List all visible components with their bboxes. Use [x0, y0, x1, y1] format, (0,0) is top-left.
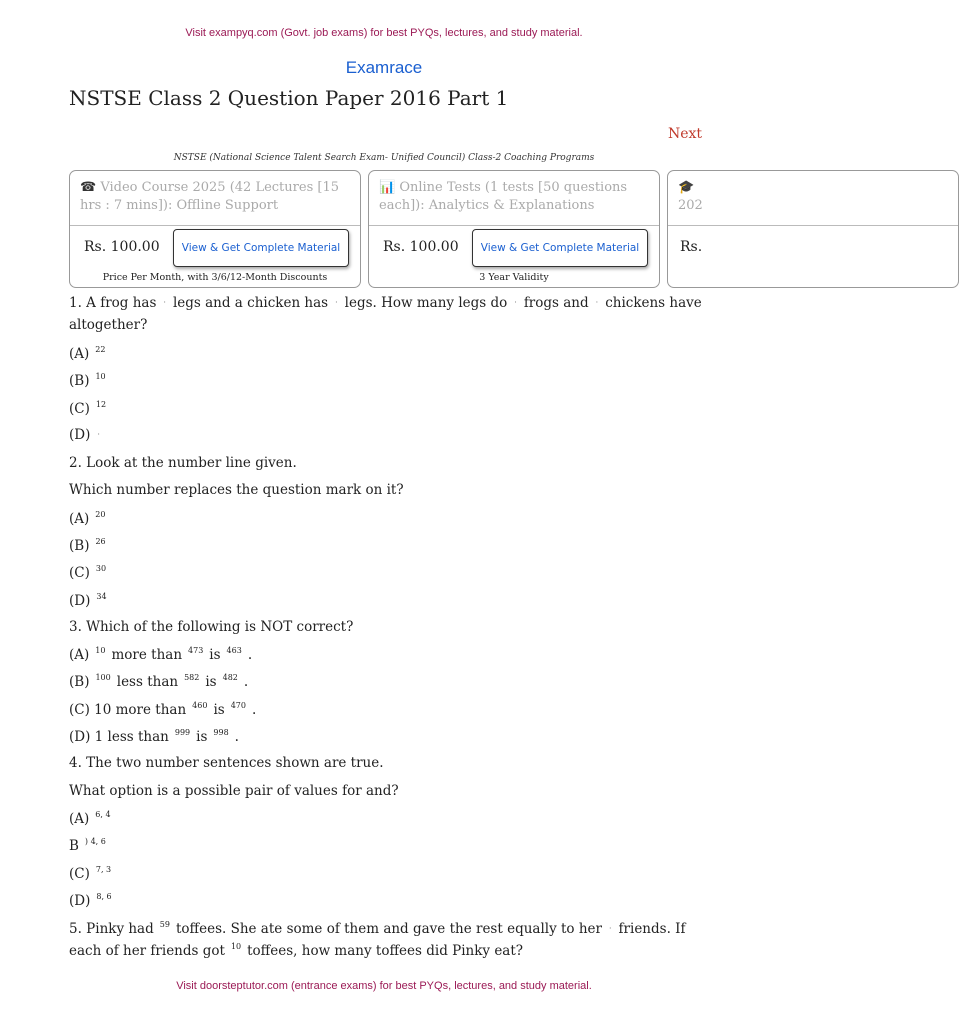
brand-link[interactable]: Examrace: [345, 58, 423, 77]
q1-option-a: [69, 345, 111, 362]
q4-option-a: [69, 810, 117, 827]
blank-marker: ·: [595, 298, 599, 307]
q5-text: 5. Pinky had: [69, 921, 154, 937]
question-4-line-2: What option is a possible pair of values for and?: [69, 783, 399, 799]
option-text: more than: [111, 647, 183, 663]
question-5-line-2: [69, 942, 523, 959]
coaching-cards: [69, 170, 703, 290]
q1-option-c: [69, 400, 112, 417]
q5-text: friends. If: [618, 921, 686, 937]
card-divider: [668, 225, 958, 226]
option-label: (C): [69, 401, 90, 417]
option-number: 998: [213, 728, 229, 737]
option-number: 482: [222, 673, 238, 682]
option-text: less than: [116, 674, 179, 690]
question-4-line-1: 4. The two number sentences shown are true.: [69, 755, 384, 771]
option-value: 34: [96, 592, 107, 601]
option-text: is: [209, 647, 221, 663]
option-label: (D): [69, 893, 91, 909]
option-text: is: [205, 674, 217, 690]
option-value: 26: [95, 537, 106, 546]
option-value: 20: [95, 510, 106, 519]
q4-option-c: [69, 865, 117, 882]
card-title-text: 202: [678, 198, 703, 213]
card-title[interactable]: [379, 179, 649, 215]
q3-option-d: [69, 728, 239, 745]
card-title[interactable]: [678, 179, 948, 215]
option-number: 10: [230, 942, 242, 951]
question-3-line-1: 3. Which of the following is NOT correct?: [69, 619, 354, 635]
coaching-subtitle: NSTSE (National Science Talent Search Exam- Unified Council) Class-2 Coaching Programs: [173, 153, 595, 163]
blank-marker: ·: [609, 924, 612, 933]
option-label: (B): [69, 538, 90, 554]
option-number: 59: [159, 920, 170, 929]
q5-text: toffees, how many toffees did Pinky eat?: [247, 943, 524, 959]
q1-text: frogs and: [523, 295, 589, 311]
option-label: (A): [69, 346, 90, 362]
option-number: 473: [188, 646, 204, 655]
q2-option-a: [69, 510, 111, 527]
q3-option-a: [69, 646, 252, 663]
blank-marker: ·: [97, 430, 100, 439]
option-label: B: [69, 838, 79, 854]
view-material-button[interactable]: View & Get Complete Material: [472, 229, 648, 267]
option-text: .: [247, 647, 253, 663]
bottom-banner[interactable]: Visit doorsteptutor.com (entrance exams) for best PYQs, lectures, and study material.: [176, 980, 592, 992]
option-number: 470: [230, 701, 246, 710]
option-value: 10: [95, 372, 106, 381]
option-label: (D) 1 less than: [69, 729, 169, 745]
option-label: (C): [69, 866, 90, 882]
question-2-line-2: Which number replaces the question mark on it?: [69, 482, 404, 498]
option-number: 100: [95, 673, 111, 682]
top-banner[interactable]: Visit exampyq.com (Govt. job exams) for best PYQs, lectures, and study material.: [185, 27, 583, 39]
option-value: 30: [95, 564, 107, 573]
q1-text: 1. A frog has: [69, 295, 157, 311]
card-divider: [70, 225, 360, 226]
graduation-cap-icon: 🎓: [678, 180, 695, 195]
option-label: (A): [69, 511, 90, 527]
q1-option-b: [69, 372, 112, 389]
option-value: 12: [95, 400, 107, 409]
card-title[interactable]: [80, 179, 350, 215]
option-value: 7, 3: [95, 865, 112, 874]
q1-text: chickens have: [605, 295, 702, 311]
option-number: 460: [192, 701, 208, 710]
card-title-text: Video Course 2025 (42 Lectures [15 hrs : 7 mins]): Offline Support: [80, 180, 339, 213]
question-5-line-1: [69, 920, 685, 937]
option-number: 999: [174, 728, 191, 737]
q3-option-c: [69, 701, 256, 718]
q5-text: each of her friends got: [69, 943, 225, 959]
card-divider: [369, 225, 659, 226]
q4-option-b: [69, 837, 112, 854]
blank-marker: ·: [335, 298, 338, 307]
option-text: is: [213, 702, 225, 718]
blank-marker: ·: [514, 298, 517, 307]
option-label: (A): [69, 811, 90, 827]
card-price: Rs.: [680, 239, 703, 255]
option-text: .: [251, 702, 257, 718]
option-value: 6, 4: [95, 810, 111, 819]
q5-text: toffees. She ate some of them and gave the rest equally to her: [175, 921, 602, 937]
q3-option-b: [69, 673, 248, 690]
option-text: .: [234, 729, 239, 745]
card-price: Rs. 100.00: [84, 239, 160, 255]
option-label: (A): [69, 647, 90, 663]
option-label: (C) 10 more than: [69, 702, 187, 718]
view-material-button[interactable]: View & Get Complete Material: [173, 229, 349, 267]
option-text: is: [196, 729, 208, 745]
page-title: NSTSE Class 2 Question Paper 2016 Part 1: [69, 86, 509, 110]
option-number: 463: [226, 646, 242, 655]
option-value: ) 4, 6: [84, 837, 106, 846]
option-number: 10: [95, 646, 106, 655]
card-footer: Price Per Month, with 3/6/12-Month Discounts: [102, 272, 328, 283]
option-label: (C): [69, 565, 90, 581]
q1-text: legs and a chicken has: [172, 295, 329, 311]
card-price: Rs. 100.00: [383, 239, 459, 255]
option-label: (D): [69, 427, 91, 443]
question-2-line-1: 2. Look at the number line given.: [69, 455, 297, 471]
blank-marker: ·: [163, 298, 166, 307]
option-label: (D): [69, 593, 91, 609]
question-1-line-1: [69, 295, 702, 311]
course-card-video[interactable]: [69, 170, 361, 288]
option-value: 22: [95, 345, 106, 354]
bar-chart-icon: 📊: [379, 180, 396, 195]
option-text: .: [243, 674, 249, 690]
option-value: 8, 6: [96, 892, 112, 901]
q2-option-d: [69, 592, 113, 609]
q4-option-d: [69, 892, 118, 909]
q1-option-d: [69, 427, 107, 443]
option-number: 582: [184, 673, 200, 682]
next-link[interactable]: Next: [668, 126, 703, 142]
card-footer: 3 Year Validity: [479, 272, 549, 283]
question-1-line-2: altogether?: [69, 317, 148, 333]
q1-text: legs. How many legs do: [344, 295, 508, 311]
option-label: (B): [69, 373, 90, 389]
card-title-text: Online Tests (1 tests [50 questions each]): Analytics & Explanations: [379, 180, 628, 213]
q2-option-b: [69, 537, 112, 554]
q2-option-c: [69, 564, 112, 581]
option-label: (B): [69, 674, 90, 690]
telephone-icon: ☎: [80, 180, 97, 195]
course-card-tests[interactable]: [368, 170, 660, 288]
course-card-partial[interactable]: [667, 170, 959, 288]
